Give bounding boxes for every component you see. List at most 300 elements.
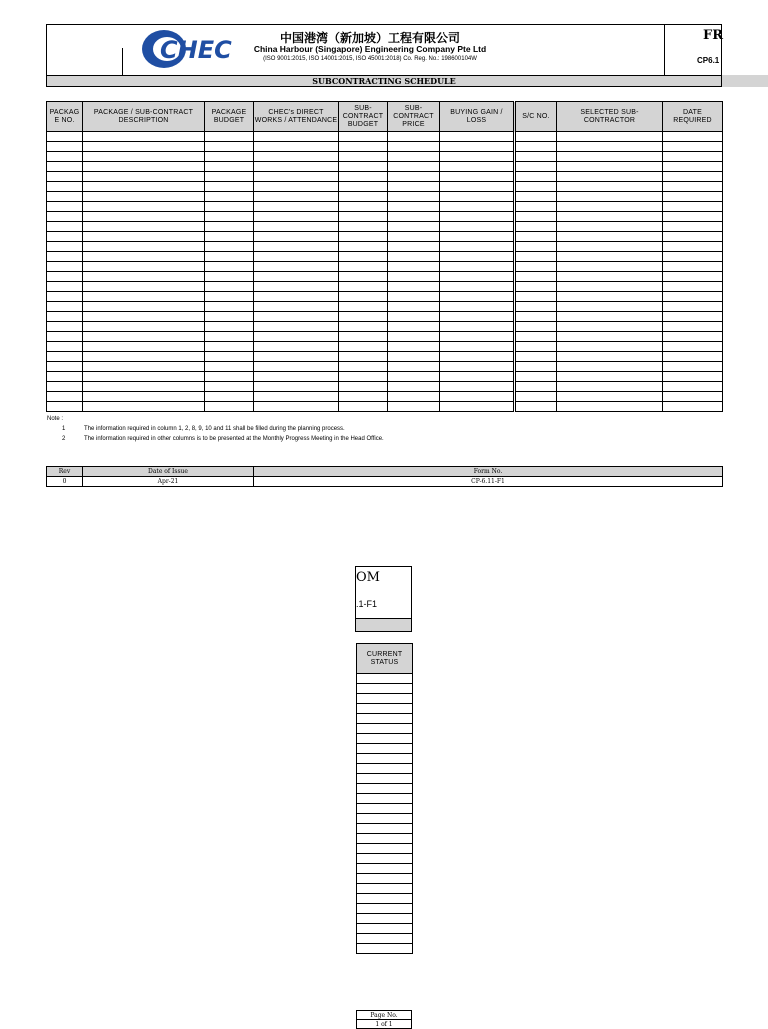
table-cell[interactable] [47, 232, 83, 242]
table-cell[interactable] [339, 312, 388, 322]
table-cell[interactable] [515, 302, 557, 312]
table-cell[interactable] [557, 362, 663, 372]
table-cell[interactable] [47, 252, 83, 262]
table-cell[interactable] [83, 252, 205, 262]
table-cell[interactable] [339, 392, 388, 402]
table-cell[interactable] [440, 142, 515, 152]
table-cell[interactable] [254, 332, 339, 342]
table-cell[interactable] [663, 172, 723, 182]
table-cell[interactable] [205, 252, 254, 262]
table-cell[interactable] [339, 162, 388, 172]
table-cell[interactable] [339, 302, 388, 312]
table-cell[interactable] [440, 322, 515, 332]
table-cell[interactable] [388, 202, 440, 212]
table-cell[interactable] [388, 382, 440, 392]
table-cell[interactable] [47, 382, 83, 392]
table-cell[interactable] [205, 272, 254, 282]
status-cell[interactable] [357, 794, 413, 804]
table-cell[interactable] [515, 282, 557, 292]
table-cell[interactable] [47, 182, 83, 192]
table-cell[interactable] [515, 232, 557, 242]
table-cell[interactable] [388, 132, 440, 142]
table-cell[interactable] [83, 402, 205, 412]
table-cell[interactable] [440, 212, 515, 222]
table-cell[interactable] [339, 222, 388, 232]
table-cell[interactable] [557, 372, 663, 382]
table-cell[interactable] [339, 372, 388, 382]
table-cell[interactable] [557, 172, 663, 182]
table-cell[interactable] [47, 342, 83, 352]
table-cell[interactable] [440, 332, 515, 342]
table-cell[interactable] [557, 212, 663, 222]
table-cell[interactable] [663, 242, 723, 252]
table-cell[interactable] [47, 322, 83, 332]
table-cell[interactable] [557, 232, 663, 242]
table-cell[interactable] [47, 192, 83, 202]
table-cell[interactable] [388, 362, 440, 372]
table-cell[interactable] [440, 352, 515, 362]
table-cell[interactable] [83, 172, 205, 182]
table-cell[interactable] [388, 252, 440, 262]
table-cell[interactable] [83, 362, 205, 372]
table-cell[interactable] [440, 402, 515, 412]
table-cell[interactable] [47, 402, 83, 412]
table-cell[interactable] [254, 302, 339, 312]
table-cell[interactable] [663, 282, 723, 292]
table-cell[interactable] [254, 392, 339, 402]
table-cell[interactable] [205, 352, 254, 362]
table-cell[interactable] [83, 202, 205, 212]
table-cell[interactable] [440, 382, 515, 392]
status-cell[interactable] [357, 934, 413, 944]
table-cell[interactable] [557, 352, 663, 362]
table-cell[interactable] [254, 342, 339, 352]
table-cell[interactable] [515, 182, 557, 192]
table-cell[interactable] [205, 292, 254, 302]
table-cell[interactable] [205, 222, 254, 232]
table-cell[interactable] [515, 242, 557, 252]
table-cell[interactable] [663, 382, 723, 392]
table-cell[interactable] [205, 142, 254, 152]
table-cell[interactable] [254, 352, 339, 362]
table-cell[interactable] [254, 402, 339, 412]
table-cell[interactable] [339, 242, 388, 252]
table-cell[interactable] [440, 232, 515, 242]
status-cell[interactable] [357, 874, 413, 884]
table-cell[interactable] [47, 172, 83, 182]
table-cell[interactable] [388, 372, 440, 382]
status-cell[interactable] [357, 704, 413, 714]
table-cell[interactable] [515, 322, 557, 332]
table-cell[interactable] [83, 152, 205, 162]
table-cell[interactable] [557, 282, 663, 292]
table-cell[interactable] [205, 132, 254, 142]
status-cell[interactable] [357, 914, 413, 924]
table-cell[interactable] [557, 402, 663, 412]
table-cell[interactable] [254, 192, 339, 202]
table-cell[interactable] [557, 392, 663, 402]
table-cell[interactable] [515, 292, 557, 302]
table-cell[interactable] [339, 182, 388, 192]
table-cell[interactable] [440, 362, 515, 372]
table-cell[interactable] [254, 252, 339, 262]
table-cell[interactable] [205, 402, 254, 412]
table-cell[interactable] [254, 202, 339, 212]
table-cell[interactable] [205, 192, 254, 202]
table-cell[interactable] [663, 312, 723, 322]
table-cell[interactable] [388, 182, 440, 192]
table-cell[interactable] [339, 362, 388, 372]
table-cell[interactable] [515, 212, 557, 222]
table-cell[interactable] [83, 352, 205, 362]
table-cell[interactable] [440, 222, 515, 232]
table-cell[interactable] [254, 362, 339, 372]
table-cell[interactable] [83, 242, 205, 252]
table-cell[interactable] [83, 182, 205, 192]
table-cell[interactable] [254, 162, 339, 172]
status-cell[interactable] [357, 884, 413, 894]
table-cell[interactable] [254, 172, 339, 182]
table-cell[interactable] [388, 242, 440, 252]
table-cell[interactable] [83, 292, 205, 302]
table-cell[interactable] [557, 332, 663, 342]
table-cell[interactable] [83, 232, 205, 242]
table-cell[interactable] [47, 272, 83, 282]
table-cell[interactable] [339, 252, 388, 262]
table-cell[interactable] [515, 402, 557, 412]
table-cell[interactable] [254, 242, 339, 252]
table-cell[interactable] [339, 202, 388, 212]
table-cell[interactable] [663, 332, 723, 342]
table-cell[interactable] [47, 162, 83, 172]
table-cell[interactable] [557, 342, 663, 352]
status-cell[interactable] [357, 674, 413, 684]
table-cell[interactable] [557, 182, 663, 192]
table-cell[interactable] [440, 202, 515, 212]
table-cell[interactable] [440, 342, 515, 352]
table-cell[interactable] [83, 132, 205, 142]
table-cell[interactable] [47, 282, 83, 292]
table-cell[interactable] [47, 332, 83, 342]
status-cell[interactable] [357, 764, 413, 774]
status-cell[interactable] [357, 844, 413, 854]
table-cell[interactable] [388, 262, 440, 272]
status-cell[interactable] [357, 694, 413, 704]
table-cell[interactable] [388, 192, 440, 202]
table-cell[interactable] [440, 302, 515, 312]
status-cell[interactable] [357, 734, 413, 744]
table-cell[interactable] [557, 222, 663, 232]
table-cell[interactable] [47, 292, 83, 302]
table-cell[interactable] [557, 132, 663, 142]
table-cell[interactable] [339, 272, 388, 282]
table-cell[interactable] [205, 182, 254, 192]
table-cell[interactable] [388, 152, 440, 162]
table-cell[interactable] [663, 292, 723, 302]
table-cell[interactable] [440, 132, 515, 142]
table-cell[interactable] [440, 272, 515, 282]
table-cell[interactable] [663, 372, 723, 382]
table-cell[interactable] [388, 282, 440, 292]
table-cell[interactable] [388, 272, 440, 282]
table-cell[interactable] [663, 322, 723, 332]
table-cell[interactable] [83, 282, 205, 292]
table-cell[interactable] [440, 162, 515, 172]
table-cell[interactable] [663, 152, 723, 162]
table-cell[interactable] [440, 312, 515, 322]
table-cell[interactable] [83, 262, 205, 272]
table-cell[interactable] [339, 172, 388, 182]
table-cell[interactable] [515, 252, 557, 262]
table-cell[interactable] [254, 312, 339, 322]
table-cell[interactable] [47, 352, 83, 362]
table-cell[interactable] [515, 202, 557, 212]
table-cell[interactable] [83, 312, 205, 322]
table-cell[interactable] [339, 192, 388, 202]
table-cell[interactable] [388, 332, 440, 342]
table-cell[interactable] [388, 322, 440, 332]
table-cell[interactable] [47, 312, 83, 322]
table-cell[interactable] [388, 312, 440, 322]
table-cell[interactable] [440, 192, 515, 202]
table-cell[interactable] [388, 342, 440, 352]
table-cell[interactable] [515, 192, 557, 202]
table-cell[interactable] [47, 152, 83, 162]
table-cell[interactable] [254, 182, 339, 192]
table-cell[interactable] [47, 132, 83, 142]
table-cell[interactable] [47, 242, 83, 252]
table-cell[interactable] [339, 152, 388, 162]
table-cell[interactable] [205, 172, 254, 182]
status-cell[interactable] [357, 924, 413, 934]
table-cell[interactable] [388, 142, 440, 152]
table-cell[interactable] [83, 392, 205, 402]
table-cell[interactable] [515, 262, 557, 272]
table-cell[interactable] [83, 162, 205, 172]
table-cell[interactable] [47, 142, 83, 152]
table-cell[interactable] [83, 222, 205, 232]
table-cell[interactable] [83, 192, 205, 202]
table-cell[interactable] [557, 272, 663, 282]
table-cell[interactable] [557, 192, 663, 202]
table-cell[interactable] [205, 392, 254, 402]
table-cell[interactable] [515, 372, 557, 382]
table-cell[interactable] [205, 382, 254, 392]
status-cell[interactable] [357, 784, 413, 794]
status-cell[interactable] [357, 904, 413, 914]
status-cell[interactable] [357, 834, 413, 844]
status-cell[interactable] [357, 944, 413, 954]
table-cell[interactable] [663, 262, 723, 272]
table-cell[interactable] [663, 352, 723, 362]
table-cell[interactable] [339, 332, 388, 342]
table-cell[interactable] [205, 302, 254, 312]
table-cell[interactable] [339, 132, 388, 142]
table-cell[interactable] [440, 172, 515, 182]
status-cell[interactable] [357, 714, 413, 724]
table-cell[interactable] [254, 222, 339, 232]
table-cell[interactable] [515, 142, 557, 152]
table-cell[interactable] [515, 172, 557, 182]
table-cell[interactable] [388, 212, 440, 222]
table-cell[interactable] [83, 342, 205, 352]
table-cell[interactable] [254, 132, 339, 142]
table-cell[interactable] [557, 292, 663, 302]
table-cell[interactable] [83, 212, 205, 222]
table-cell[interactable] [388, 232, 440, 242]
table-cell[interactable] [83, 382, 205, 392]
table-cell[interactable] [557, 322, 663, 332]
table-cell[interactable] [339, 322, 388, 332]
table-cell[interactable] [663, 402, 723, 412]
table-cell[interactable] [515, 132, 557, 142]
table-cell[interactable] [663, 132, 723, 142]
table-cell[interactable] [339, 382, 388, 392]
table-cell[interactable] [47, 262, 83, 272]
table-cell[interactable] [254, 372, 339, 382]
table-cell[interactable] [254, 152, 339, 162]
table-cell[interactable] [663, 272, 723, 282]
table-cell[interactable] [205, 362, 254, 372]
status-cell[interactable] [357, 774, 413, 784]
table-cell[interactable] [663, 222, 723, 232]
table-cell[interactable] [557, 202, 663, 212]
table-cell[interactable] [440, 152, 515, 162]
table-cell[interactable] [557, 162, 663, 172]
table-cell[interactable] [440, 242, 515, 252]
table-cell[interactable] [205, 372, 254, 382]
status-cell[interactable] [357, 724, 413, 734]
status-cell[interactable] [357, 854, 413, 864]
table-cell[interactable] [254, 262, 339, 272]
table-cell[interactable] [83, 142, 205, 152]
table-cell[interactable] [515, 272, 557, 282]
table-cell[interactable] [440, 392, 515, 402]
table-cell[interactable] [557, 312, 663, 322]
table-cell[interactable] [83, 332, 205, 342]
table-cell[interactable] [254, 212, 339, 222]
table-cell[interactable] [515, 222, 557, 232]
table-cell[interactable] [663, 182, 723, 192]
table-cell[interactable] [388, 352, 440, 362]
table-cell[interactable] [47, 362, 83, 372]
table-cell[interactable] [388, 172, 440, 182]
table-cell[interactable] [515, 392, 557, 402]
table-cell[interactable] [205, 162, 254, 172]
table-cell[interactable] [515, 312, 557, 322]
table-cell[interactable] [83, 372, 205, 382]
table-cell[interactable] [205, 242, 254, 252]
table-cell[interactable] [339, 232, 388, 242]
table-cell[interactable] [205, 152, 254, 162]
table-cell[interactable] [440, 182, 515, 192]
table-cell[interactable] [205, 332, 254, 342]
status-cell[interactable] [357, 824, 413, 834]
table-cell[interactable] [339, 262, 388, 272]
table-cell[interactable] [388, 162, 440, 172]
table-cell[interactable] [388, 292, 440, 302]
table-cell[interactable] [205, 282, 254, 292]
table-cell[interactable] [663, 392, 723, 402]
table-cell[interactable] [663, 302, 723, 312]
table-cell[interactable] [663, 202, 723, 212]
table-cell[interactable] [254, 292, 339, 302]
table-cell[interactable] [557, 152, 663, 162]
table-cell[interactable] [254, 382, 339, 392]
table-cell[interactable] [388, 222, 440, 232]
table-cell[interactable] [557, 382, 663, 392]
table-cell[interactable] [663, 252, 723, 262]
table-cell[interactable] [515, 162, 557, 172]
table-cell[interactable] [205, 232, 254, 242]
table-cell[interactable] [557, 242, 663, 252]
table-cell[interactable] [388, 402, 440, 412]
status-cell[interactable] [357, 804, 413, 814]
table-cell[interactable] [339, 342, 388, 352]
table-cell[interactable] [254, 282, 339, 292]
table-cell[interactable] [83, 322, 205, 332]
table-cell[interactable] [47, 302, 83, 312]
table-cell[interactable] [663, 192, 723, 202]
table-cell[interactable] [205, 312, 254, 322]
table-cell[interactable] [663, 232, 723, 242]
status-cell[interactable] [357, 864, 413, 874]
table-cell[interactable] [388, 302, 440, 312]
table-cell[interactable] [205, 342, 254, 352]
table-cell[interactable] [339, 352, 388, 362]
table-cell[interactable] [515, 152, 557, 162]
table-cell[interactable] [205, 262, 254, 272]
table-cell[interactable] [339, 282, 388, 292]
table-cell[interactable] [440, 372, 515, 382]
table-cell[interactable] [440, 262, 515, 272]
table-cell[interactable] [663, 142, 723, 152]
table-cell[interactable] [254, 272, 339, 282]
table-cell[interactable] [440, 252, 515, 262]
status-cell[interactable] [357, 814, 413, 824]
table-cell[interactable] [388, 392, 440, 402]
table-cell[interactable] [254, 142, 339, 152]
table-cell[interactable] [339, 292, 388, 302]
table-cell[interactable] [254, 232, 339, 242]
table-cell[interactable] [557, 142, 663, 152]
table-cell[interactable] [515, 352, 557, 362]
table-cell[interactable] [515, 382, 557, 392]
table-cell[interactable] [339, 142, 388, 152]
status-cell[interactable] [357, 754, 413, 764]
status-cell[interactable] [357, 744, 413, 754]
table-cell[interactable] [47, 222, 83, 232]
table-cell[interactable] [440, 282, 515, 292]
table-cell[interactable] [205, 212, 254, 222]
table-cell[interactable] [47, 372, 83, 382]
table-cell[interactable] [47, 202, 83, 212]
table-cell[interactable] [47, 392, 83, 402]
status-cell[interactable] [357, 894, 413, 904]
table-cell[interactable] [557, 262, 663, 272]
table-cell[interactable] [205, 202, 254, 212]
table-cell[interactable] [83, 272, 205, 282]
table-cell[interactable] [339, 212, 388, 222]
table-cell[interactable] [515, 342, 557, 352]
table-cell[interactable] [515, 332, 557, 342]
table-cell[interactable] [440, 292, 515, 302]
table-cell[interactable] [254, 322, 339, 332]
status-cell[interactable] [357, 684, 413, 694]
table-cell[interactable] [557, 252, 663, 262]
table-cell[interactable] [663, 212, 723, 222]
table-cell[interactable] [663, 362, 723, 372]
